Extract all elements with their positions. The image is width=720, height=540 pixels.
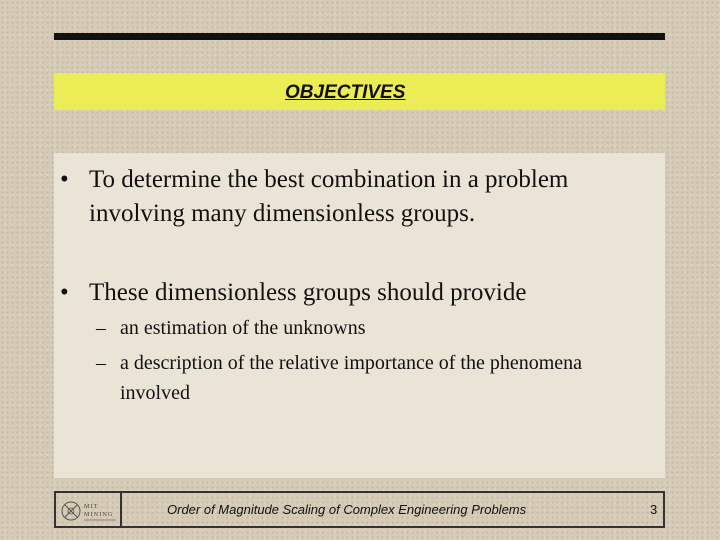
- page-number: 3: [650, 502, 658, 517]
- subitem-text-1: an estimation of the unknowns: [120, 317, 366, 339]
- bullet-text-1: To determine the best combination in a problem involving many dimensionless groups.: [89, 166, 569, 227]
- subitem-text-2: a description of the relative importance of the phenomena involved: [120, 352, 583, 404]
- slide-title: OBJECTIVES: [285, 82, 406, 103]
- bullet-marker: •: [60, 166, 69, 193]
- subitem-marker: –: [96, 352, 106, 374]
- bullet-marker: •: [60, 279, 69, 306]
- footer-title: Order of Magnitude Scaling of Complex Engineering Problems: [167, 502, 527, 517]
- logo-lettering: MINING: [84, 512, 114, 518]
- logo-lettering: MIT: [84, 504, 99, 510]
- bullet-text-2: These dimensionless groups should provide: [89, 279, 527, 306]
- mining-logo-icon: [60, 496, 120, 526]
- footer-logo: [54, 491, 122, 528]
- top-rule: [54, 33, 665, 40]
- subitem-marker: –: [96, 317, 106, 339]
